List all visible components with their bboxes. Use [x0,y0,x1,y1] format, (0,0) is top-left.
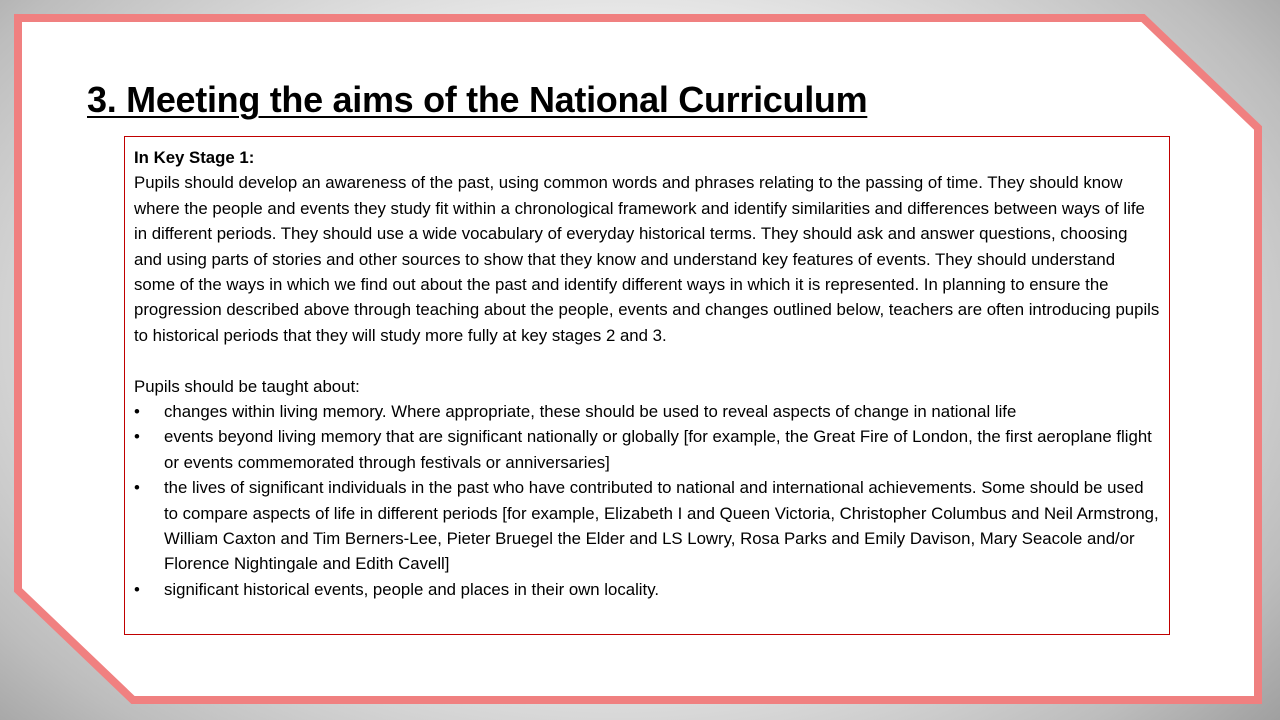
topics-bullet-list [134,399,1160,602]
intro-paragraph: Pupils should develop an awareness of the past, using common words and phrases relating to the passing of time. They should know where the people and events they study fit within a chronological framework and identify similarities and differences between ways of life in different periods. They should use a wide vocabulary of everyday historical terms. They should ask and answer questions, choosing and using parts of stories and other sources to show that they know and understand key features of events. They should understand some of the ways in which we find out about the past and identify different ways in which it is represented. In planning to ensure the progression described above through teaching about the people, events and changes outlined below, teachers are often introducing pupils to historical periods that they will study more fully at key stages 2 and 3. [134,173,1160,345]
bullet-icon: • [134,427,140,447]
content-box [124,136,1170,635]
taught-about-label: Pupils should be taught about: [134,376,360,396]
bullet-item-living-memory [134,399,1160,424]
bullet-text: the lives of significant individuals in the past who have contributed to national and international achievements. Some should be used to compare aspects of life in different periods [for example, Elizabeth I and Queen Victoria, Christopher Columbus and Neil Armstrong, William Caxton and Tim Berners-Lee, Pieter Bruegel the Elder and LS Lowry, Rosa Parks and Emily Davison, Mary Seacole and/or Florence Nightingale and Edith Cavell] [164,478,1159,574]
bullet-item-significant-individuals [134,475,1160,577]
bullet-icon: • [134,478,140,498]
key-stage-heading: In Key Stage 1: [134,148,255,167]
bullet-icon: • [134,402,140,422]
paragraph-spacer [134,348,1160,373]
bullet-item-locality [134,577,1160,602]
bullet-icon: • [134,579,140,599]
bullet-text: significant historical events, people and places in their own locality. [164,579,660,599]
bullet-item-beyond-memory [134,424,1160,475]
bullet-text: events beyond living memory that are significant nationally or globally [for example, the Great Fire of London, the first aeroplane flight or events commemorated through festivals or anniversaries] [164,427,1152,472]
slide-title: 3. Meeting the aims of the National Curriculum [87,79,868,120]
bullet-text: changes within living memory. Where appropriate, these should be used to reveal aspects of change in national life [164,402,1017,422]
